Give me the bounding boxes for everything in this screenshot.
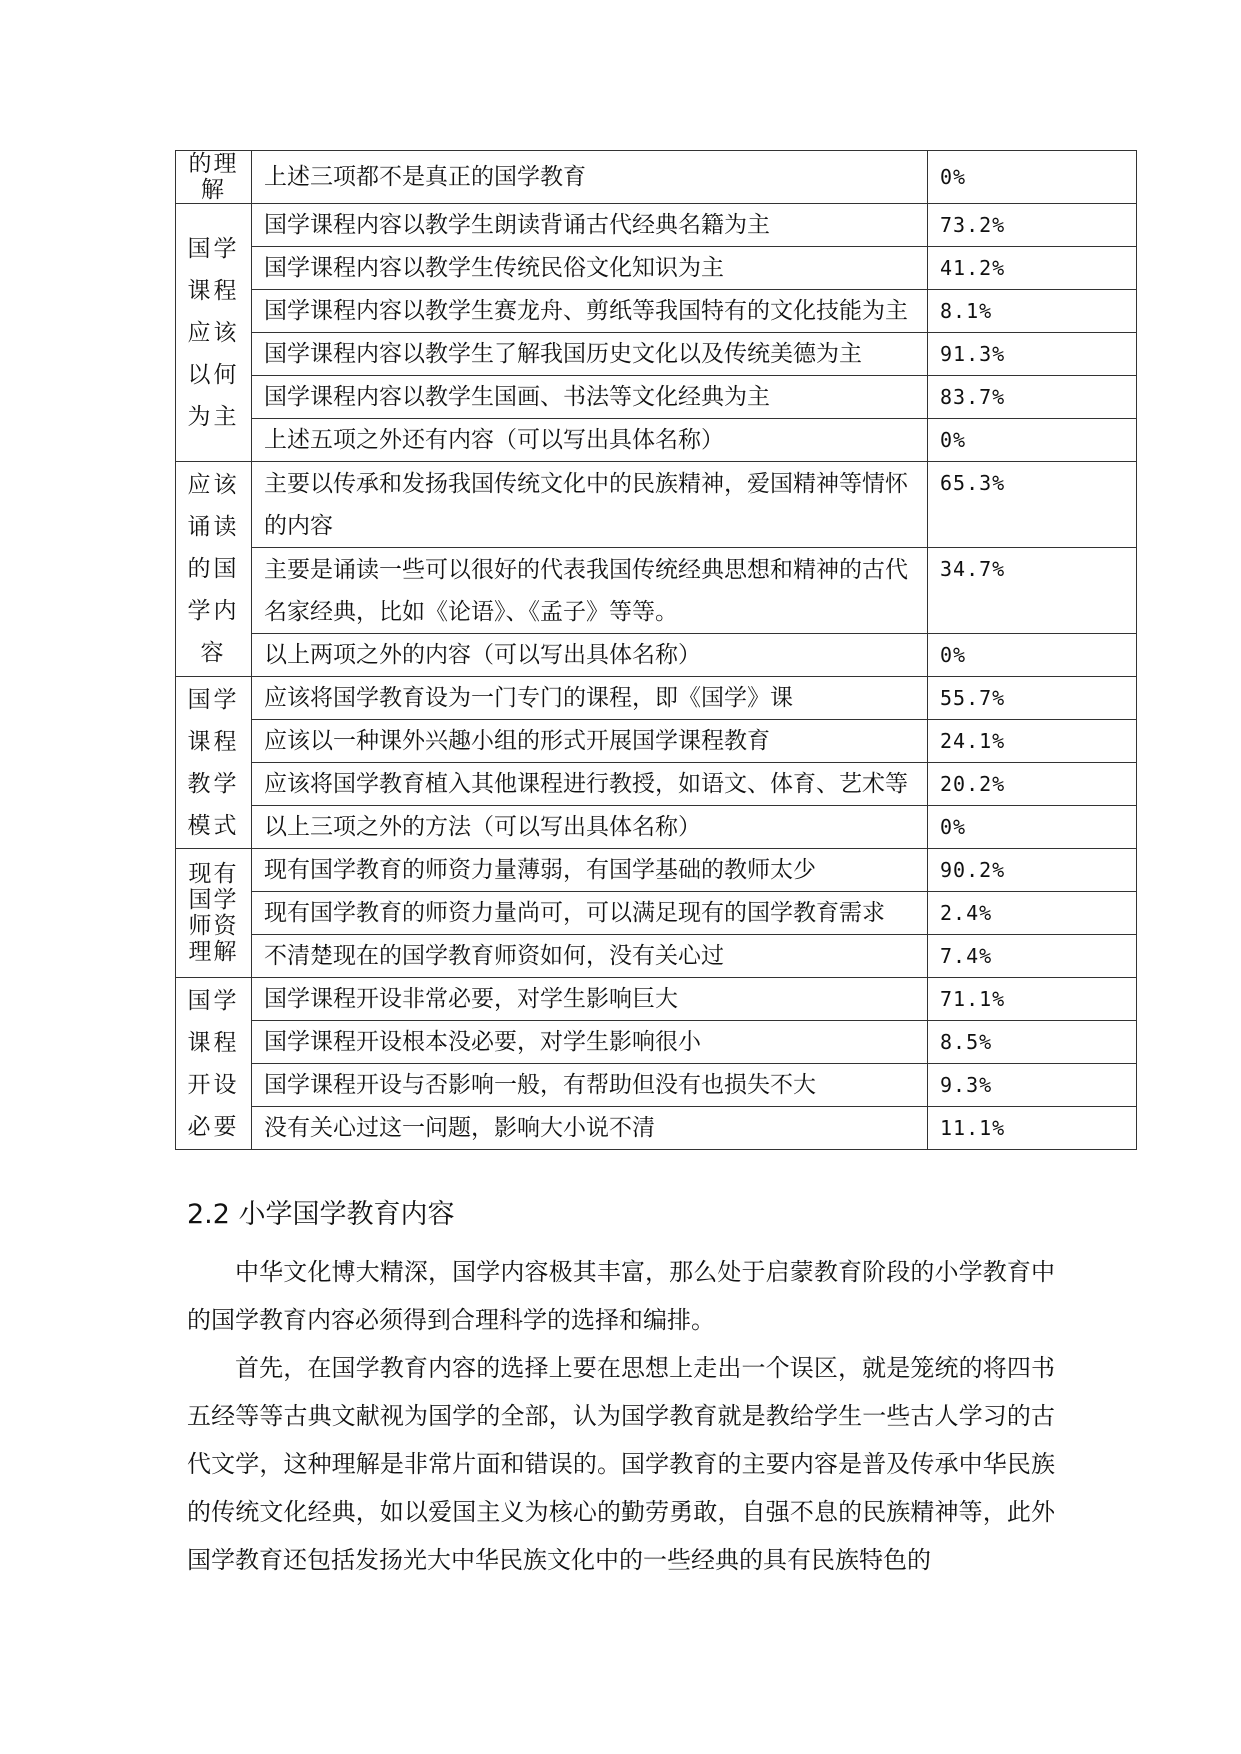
category-label: 现有国学师资理解: [188, 861, 239, 965]
section-heading: 2.2 小学国学教育内容: [187, 1199, 455, 1230]
option-text: 主要是诵读一些可以很好的代表我国传统经典思想和精神的古代名家经典，比如《论语》、《孟子》等等。: [252, 548, 928, 634]
percentage-value: 34.7%: [928, 548, 1137, 634]
option-text: 没有关心过这一问题，影响大小说不清: [252, 1107, 928, 1150]
option-text: 不清楚现在的国学教育师资如何，没有关心过: [252, 935, 928, 978]
percentage-value: 0%: [928, 806, 1137, 849]
percentage-value: 65.3%: [928, 462, 1137, 548]
option-text: 上述三项都不是真正的国学教育: [252, 151, 928, 204]
percentage-value: 41.2%: [928, 247, 1137, 290]
option-text: 国学课程内容以教学生赛龙舟、剪纸等我国特有的文化技能为主: [252, 290, 928, 333]
table-row: [176, 1064, 1137, 1107]
survey-results-table: [175, 150, 1137, 1150]
survey-table-body: [176, 151, 1137, 1150]
category-cell: [176, 978, 252, 1150]
table-row: [176, 720, 1137, 763]
percentage-value: 8.5%: [928, 1021, 1137, 1064]
percentage-value: 2.4%: [928, 892, 1137, 935]
table-row: [176, 419, 1137, 462]
category-cell: [176, 462, 252, 677]
table-row: [176, 849, 1137, 892]
category-cell: [176, 204, 252, 462]
option-text: 以上两项之外的内容（可以写出具体名称）: [252, 634, 928, 677]
percentage-value: 73.2%: [928, 204, 1137, 247]
body-paragraph: 首先，在国学教育内容的选择上要在思想上走出一个误区，就是笼统的将四书五经等等古典文献视为国学的全部，认为国学教育就是教给学生一些古人学习的古代文学，这种理解是非常片面和错误的。国学教育的主要内容是普及传承中华民族的传统文化经典，如以爱国主义为核心的勤劳勇敢，自强不息的民族精神等，此外国学教育还包括发扬光大中华民族文化中的一些经典的具有民族特色的: [187, 1354, 1055, 1574]
percentage-value: 7.4%: [928, 935, 1137, 978]
body-paragraph: 中华文化博大精深，国学内容极其丰富，那么处于启蒙教育阶段的小学教育中的国学教育内容必须得到合理科学的选择和编排。: [187, 1258, 1055, 1334]
section-body: [187, 1248, 1055, 1584]
category-label: 国学课程开设必要: [187, 987, 240, 1140]
table-row: [176, 462, 1137, 548]
option-text: 国学课程内容以教学生了解我国历史文化以及传统美德为主: [252, 333, 928, 376]
option-text: 以上三项之外的方法（可以写出具体名称）: [252, 806, 928, 849]
percentage-value: 0%: [928, 634, 1137, 677]
table-row: [176, 935, 1137, 978]
table-row: [176, 204, 1137, 247]
option-text: 应该将国学教育植入其他课程进行教授，如语文、体育、艺术等: [252, 763, 928, 806]
option-text: 国学课程开设与否影响一般，有帮助但没有也损失不大: [252, 1064, 928, 1107]
option-text: 现有国学教育的师资力量尚可，可以满足现有的国学教育需求: [252, 892, 928, 935]
table-row: [176, 892, 1137, 935]
option-text: 国学课程开设非常必要，对学生影响巨大: [252, 978, 928, 1021]
option-text: 国学课程内容以教学生朗读背诵古代经典名籍为主: [252, 204, 928, 247]
percentage-value: 0%: [928, 151, 1137, 204]
option-text: 应该将国学教育设为一门专门的课程，即《国学》课: [252, 677, 928, 720]
option-text: 应该以一种课外兴趣小组的形式开展国学课程教育: [252, 720, 928, 763]
option-text: 国学课程内容以教学生传统民俗文化知识为主: [252, 247, 928, 290]
table-row: [176, 763, 1137, 806]
option-text: 主要以传承和发扬我国传统文化中的民族精神，爱国精神等情怀的内容: [252, 462, 928, 548]
table-row: [176, 376, 1137, 419]
percentage-value: 0%: [928, 419, 1137, 462]
category-label: 国学课程教学模式: [187, 686, 240, 839]
table-row: [176, 290, 1137, 333]
option-text: 国学课程内容以教学生国画、书法等文化经典为主: [252, 376, 928, 419]
table-row: [176, 634, 1137, 677]
category-label: 国学课程应该以何为主: [187, 235, 240, 430]
percentage-value: 90.2%: [928, 849, 1137, 892]
category-cell: [176, 151, 252, 204]
table-row: [176, 1021, 1137, 1064]
table-row: [176, 806, 1137, 849]
option-text: 上述五项之外还有内容（可以写出具体名称）: [252, 419, 928, 462]
percentage-value: 9.3%: [928, 1064, 1137, 1107]
percentage-value: 55.7%: [928, 677, 1137, 720]
category-cell: [176, 849, 252, 978]
table-row: [176, 978, 1137, 1021]
percentage-value: 83.7%: [928, 376, 1137, 419]
option-text: 现有国学教育的师资力量薄弱，有国学基础的教师太少: [252, 849, 928, 892]
option-text: 国学课程开设根本没必要，对学生影响很小: [252, 1021, 928, 1064]
table-row: [176, 247, 1137, 290]
table-row: [176, 333, 1137, 376]
table-row: [176, 548, 1137, 634]
table-row: [176, 1107, 1137, 1150]
category-cell: [176, 677, 252, 849]
percentage-value: 11.1%: [928, 1107, 1137, 1150]
percentage-value: 24.1%: [928, 720, 1137, 763]
percentage-value: 8.1%: [928, 290, 1137, 333]
table-row: [176, 677, 1137, 720]
table-row: [176, 151, 1137, 204]
percentage-value: 20.2%: [928, 763, 1137, 806]
category-label: 的理解: [188, 151, 239, 203]
percentage-value: 71.1%: [928, 978, 1137, 1021]
category-label: 应该诵读的国学内容: [187, 472, 240, 666]
percentage-value: 91.3%: [928, 333, 1137, 376]
